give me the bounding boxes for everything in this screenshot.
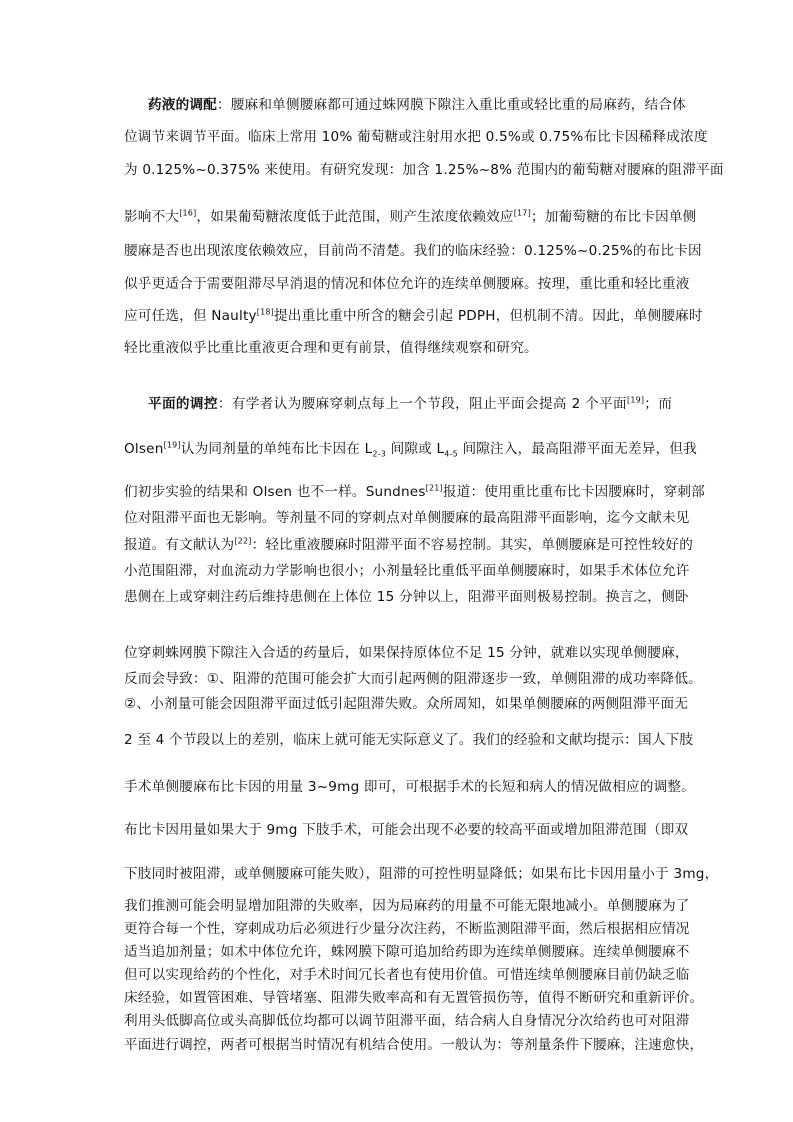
text-run: 利用头低脚高位或头高脚低位均都可以调节阻滞平面，结合病人自身情况分次给药也可对阻滞: [124, 1013, 690, 1029]
text-run: 下肢同时被阻滞，或单侧腰麻可能失败），阻滞的可控性明显降低；如果布比卡因用量小于 3mg，: [124, 866, 719, 882]
text-run: ，如果葡萄糖浓度低于此范围，则产生浓度依赖效应: [196, 209, 514, 225]
text-line: [124, 307, 703, 325]
text-run: 们初步实验的结果和 Olsen 也不一样。Sundnes: [124, 484, 426, 500]
citation-ref: [16]: [179, 208, 197, 218]
text-run: 2 至 4 个节段以上的差别，临床上就可能无实际意义了。我们的经验和文献均提示：国人下肢: [124, 732, 694, 748]
citation-ref: [18]: [256, 307, 274, 317]
text-run: 报道。有文献认为: [124, 537, 235, 553]
text-line: [124, 339, 672, 357]
text-run: 腰麻是否也出现浓度依赖效应，目前尚不清楚。我们的临床经验：0.125%~0.25%的布比卡因: [124, 243, 702, 259]
text-line: [148, 395, 672, 413]
text-line: [124, 821, 689, 839]
text-run: 为 0.125%~0.375% 来使用。有研究发现：加含 1.25%~8% 范围内的葡萄糖对腰麻的阻滞平面: [124, 162, 724, 178]
citation-ref: [21]: [425, 483, 443, 493]
text-run: ；加葡萄糖的布比卡因单侧: [530, 209, 697, 225]
text-line: [124, 562, 690, 580]
text-run: 间隙或 L: [386, 441, 445, 457]
text-line: [124, 440, 697, 459]
text-line: [124, 275, 690, 293]
subscript: 2-3: [372, 449, 387, 459]
text-run: ②、小剂量可能会因阻滞平面过低引起阻滞失败。众所周知，如果单侧腰麻的两侧阻滞平面无: [124, 696, 689, 712]
text-line: [124, 161, 724, 179]
text-line: [124, 989, 704, 1007]
text-line: [124, 588, 689, 606]
text-run: Olsen: [124, 441, 164, 457]
text-line: [124, 943, 690, 961]
text-line: [124, 128, 708, 146]
text-line: [124, 695, 689, 713]
citation-ref: [17]: [513, 208, 531, 218]
text-run: 似乎更适合于需要阻滞尽早消退的情况和体位允许的连续单侧腰麻。按理，重比重和轻比重液: [124, 276, 690, 292]
citation-ref: [22]: [234, 536, 252, 546]
text-run: 位对阻滞平面也无影响。等剂量不同的穿刺点对单侧腰麻的最高阻滞平面影响，迄今文献未见: [124, 510, 690, 526]
text-line: [124, 242, 702, 260]
text-line: [124, 1012, 690, 1030]
text-run: 位调节来调节平面。临床上常用 10% 葡萄糖或注射用水把 0.5%或 0.75%布比卡因稀释成浓度: [124, 129, 708, 145]
text-run: 小范围阻滞，对血流动力学影响也很小；小剂量轻比重低平面单侧腰麻时，如果手术体位允许: [124, 563, 690, 579]
text-line: [124, 778, 695, 796]
text-run: 患侧在上或穿刺注药后维持患侧在上体位 15 分钟以上，阻滞平面则极易控制。换言之，侧卧: [124, 589, 689, 605]
section-heading: 药液的调配: [148, 97, 217, 113]
section-heading: 平面的调控: [148, 396, 218, 412]
text-line: [124, 670, 702, 688]
text-run: ：有学者认为腰麻穿刺点每上一个节段，阻止平面会提高 2 个平面: [217, 396, 627, 412]
text-run: ：腰麻和单侧腰麻都可通过蛛网膜下隙注入重比重或轻比重的局麻药，结合体: [216, 97, 686, 113]
text-line: [124, 897, 690, 915]
text-run: 布比卡因用量如果大于 9mg 下肢手术，可能会出现不必要的较高平面或增加阻滞范围（即双: [124, 822, 689, 838]
text-run: 更符合每一个性，穿刺成功后必须进行少量分次注药，不断监测阻滞平面，然后根据相应情况: [124, 921, 690, 937]
text-line: [124, 644, 689, 662]
subscript: 4-5: [444, 449, 458, 459]
text-run: 间隙注入，最高阻滞平面无差异，但我: [457, 441, 697, 457]
text-run: 平面进行调控，两者可根据当时情况有机结合使用。一般认为：等剂量条件下腰麻，注速愈快，: [124, 1037, 704, 1053]
text-run: 反而会导致：①、阻滞的范围可能会扩大而引起两侧的阻滞逐步一致，单侧阻滞的成功率降低。: [124, 671, 702, 687]
citation-ref: [19]: [627, 395, 645, 405]
text-line: [124, 483, 705, 501]
text-run: 适当追加剂量；如术中体位允许，蛛网膜下隙可追加给药即为连续单侧腰麻。连续单侧腰麻不: [124, 944, 690, 960]
text-line: [124, 865, 719, 883]
text-run: 位穿刺蛛网膜下隙注入合适的药量后，如果保持原体位不足 15 分钟，就难以实现单侧腰麻，: [124, 645, 689, 661]
text-line: [124, 966, 690, 984]
text-run: ：轻比重液腰麻时阻滞平面不容易控制。其实，单侧腰麻是可控性较好的: [251, 537, 693, 553]
text-run: 但可以实现给药的个性化，对手术时间冗长者也有使用价值。可惜连续单侧腰麻目前仍缺乏临: [124, 967, 690, 983]
text-line: [124, 731, 694, 749]
citation-ref: [19]: [163, 440, 181, 450]
text-run: 认为同剂量的单纯布比卡因在 L: [180, 441, 373, 457]
text-line: [124, 208, 697, 226]
text-run: 床经验，如置管困难、导管堵塞、阻滞失败率高和有无置管损伤等，值得不断研究和重新评价。: [124, 990, 704, 1006]
text-run: 应可任选，但 Naulty: [124, 308, 257, 324]
text-line: [124, 920, 690, 938]
text-line: [148, 96, 686, 114]
text-line: [124, 509, 690, 527]
text-line: [124, 536, 693, 554]
text-run: 提出重比重中所含的糖会引起 PDPH，但机制不清。因此，单侧腰麻时: [273, 308, 703, 324]
text-run: 影响不大: [124, 209, 180, 225]
text-run: 手术单侧腰麻布比卡因的用量 3~9mg 即可，可根据手术的长短和病人的情况做相应的调整。: [124, 779, 695, 795]
text-line: [124, 1036, 704, 1054]
text-run: 报道：使用重比重布比卡因腰麻时，穿刺部: [442, 484, 705, 500]
text-run: ；而: [644, 396, 672, 412]
text-run: 我们推测可能会明显增加阻滞的失败率，因为局麻药的用量不可能无限地减小。单侧腰麻为了: [124, 898, 690, 914]
text-run: 轻比重液似乎比重比重液更合理和更有前景，值得继续观察和研究。: [124, 340, 538, 356]
